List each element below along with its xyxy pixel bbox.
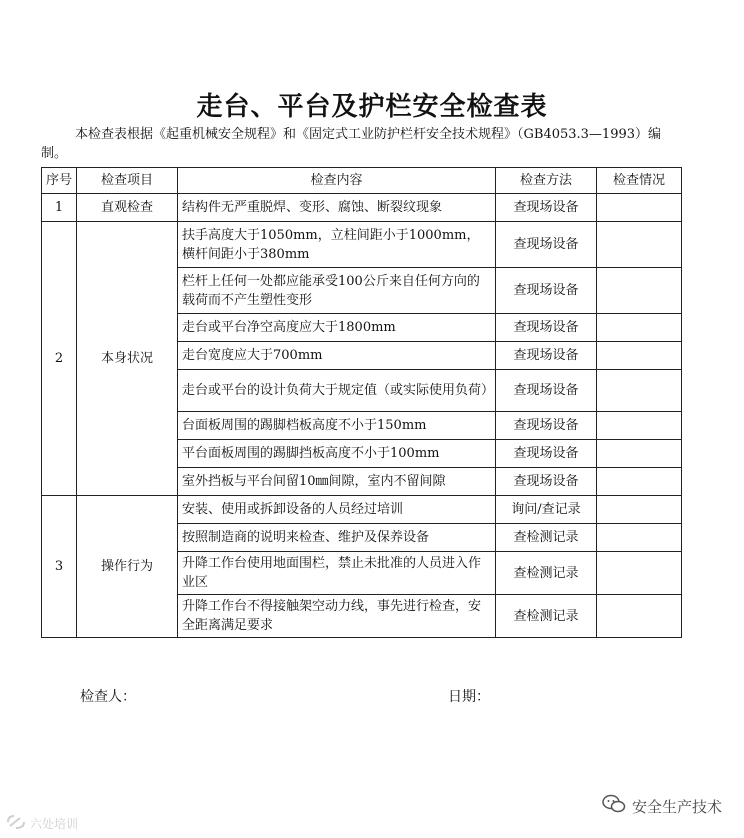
- row-item: 操作行为: [77, 496, 178, 638]
- row-content: 走台或平台净空高度应大于1800mm: [178, 314, 496, 342]
- row-method: 查检测记录: [496, 595, 597, 638]
- row-status-cell[interactable]: [597, 314, 682, 342]
- row-content: 室外挡板与平台间留10㎜间隙，室内不留间隙: [178, 468, 496, 496]
- row-content: 栏杆上任何一处都应能承受100公斤来自任何方向的载荷而不产生塑性变形: [178, 268, 496, 314]
- row-status-cell[interactable]: [597, 412, 682, 440]
- row-item: 直观检查: [77, 194, 178, 222]
- watermark-right-text: 安全生产技术: [631, 797, 722, 816]
- row-status-cell[interactable]: [597, 552, 682, 595]
- row-number: 1: [42, 194, 77, 222]
- document-title: 走台、平台及护栏安全检查表: [196, 92, 548, 122]
- row-item: 本身状况: [77, 222, 178, 496]
- wechat-icon: [602, 794, 626, 818]
- inspector-label: 检查人：: [80, 689, 136, 705]
- table-row: [42, 222, 682, 268]
- row-method: 查现场设备: [496, 268, 597, 314]
- date-label: 日期：: [448, 689, 490, 705]
- row-method: 查现场设备: [496, 194, 597, 222]
- header-status: 检查情况: [597, 168, 682, 194]
- row-status-cell[interactable]: [597, 468, 682, 496]
- row-method: 查检测记录: [496, 552, 597, 595]
- row-method: 查现场设备: [496, 440, 597, 468]
- row-status-cell[interactable]: [597, 496, 682, 524]
- row-status-cell[interactable]: [597, 370, 682, 412]
- row-status-cell[interactable]: [597, 440, 682, 468]
- intro-paragraph: 本检查表根据《起重机械安全规程》和《固定式工业防护栏杆安全技术规程》（GB4053.3—1993）编制。: [41, 127, 662, 161]
- row-method: 查现场设备: [496, 314, 597, 342]
- row-number: 3: [42, 496, 77, 638]
- header-method: 检查方法: [496, 168, 597, 194]
- row-content: 结构件无严重脱焊、变形、腐蚀、断裂纹现象: [178, 194, 496, 222]
- watermark-left-text: 六处培训: [30, 817, 79, 831]
- row-content: 走台或平台的设计负荷大于规定值（或实际使用负荷）: [178, 370, 496, 412]
- header-row: [42, 168, 682, 194]
- table-row: [42, 496, 682, 524]
- table-row: [42, 194, 682, 222]
- watermark-logo-icon: [6, 814, 26, 833]
- row-status-cell[interactable]: [597, 268, 682, 314]
- row-number: 2: [42, 222, 77, 496]
- row-content: 升降工作台不得接触架空动力线，事先进行检查，安全距离满足要求: [178, 595, 496, 638]
- row-content: 安装、使用或拆卸设备的人员经过培训: [178, 496, 496, 524]
- checklist-table: [41, 167, 682, 638]
- row-method: 查现场设备: [496, 412, 597, 440]
- header-no: 序号: [42, 168, 77, 194]
- row-method: 查检测记录: [496, 524, 597, 552]
- row-status-cell[interactable]: [597, 524, 682, 552]
- row-content: 升降工作台使用地面围栏，禁止未批准的人员进入作业区: [178, 552, 496, 595]
- row-content: 平台面板周围的踢脚挡板高度不小于100mm: [178, 440, 496, 468]
- row-status-cell[interactable]: [597, 342, 682, 370]
- watermark-right: [602, 794, 722, 818]
- row-content: 走台宽度应大于700mm: [178, 342, 496, 370]
- row-content: 台面板周围的踢脚档板高度不小于150mm: [178, 412, 496, 440]
- row-content: 按照制造商的说明来检查、维护及保养设备: [178, 524, 496, 552]
- row-content: 扶手高度大于1050mm，立柱间距小于1000mm，横杆间距小于380mm: [178, 222, 496, 268]
- row-status-cell[interactable]: [597, 595, 682, 638]
- row-status-cell[interactable]: [597, 194, 682, 222]
- row-method: 查现场设备: [496, 370, 597, 412]
- row-status-cell[interactable]: [597, 222, 682, 268]
- header-item: 检查项目: [77, 168, 178, 194]
- row-method: 查现场设备: [496, 342, 597, 370]
- watermark-left: [6, 814, 78, 833]
- header-content: 检查内容: [178, 168, 496, 194]
- row-method: 查现场设备: [496, 468, 597, 496]
- row-method: 询问/查记录: [496, 496, 597, 524]
- row-method: 查现场设备: [496, 222, 597, 268]
